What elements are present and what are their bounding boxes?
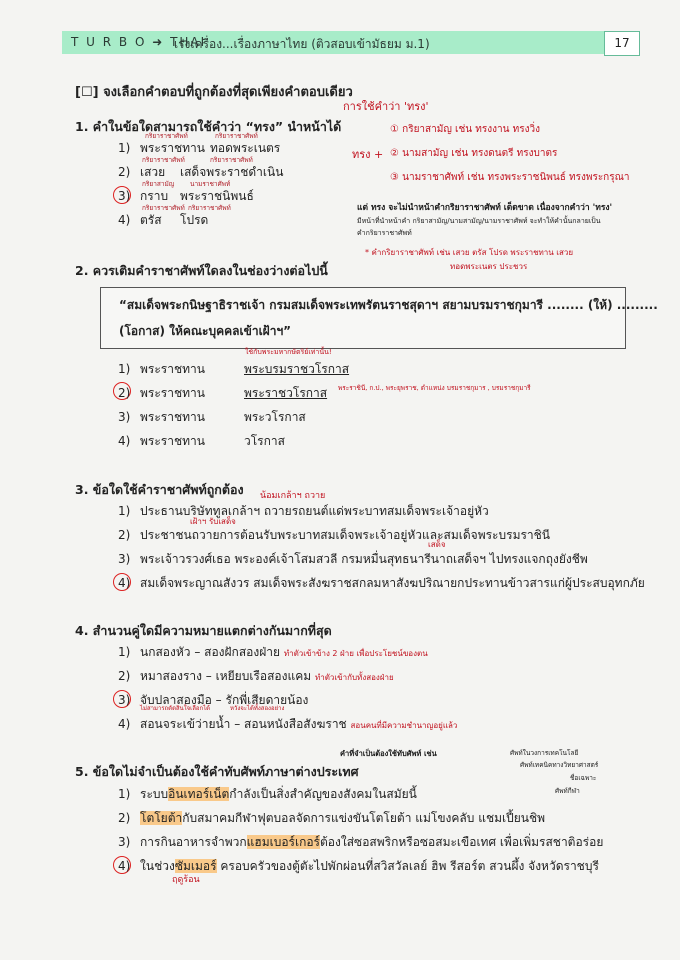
q3-option-1[interactable]: 1) ประธานบริษัททูลเกล้าฯ ถวายรถยนต์แด่พระบาทสมเด็จพระเจ้าอยู่หัว (118, 504, 489, 518)
handwritten-note: ② นามสามัญ เช่น ทรงดนตรี ทรงบาตร (390, 148, 558, 159)
handwritten-note: แต่ ทรง จะไม่นำหน้าคำกริยาราชาศัพท์ เด็ดขาด เนื่องจากคำว่า 'ทรง' (357, 203, 613, 213)
q1-option-2[interactable]: 2) เสวย เสด็จพระราชดำเนิน (118, 165, 284, 179)
q2-option-1[interactable]: 1) พระราชทาน พระบรมราชวโรกาส (118, 362, 350, 376)
handwritten-note: ③ นามราชาศัพท์ เช่น ทรงพระราชนิพนธ์ ทรงพระกรุณา (390, 172, 630, 183)
q1-note: กริยาราชาศัพท์ (145, 132, 188, 140)
q5-option-4[interactable]: 4) ในช่วงซัมเมอร์ ครอบครัวของตู้ตัะไปพักผ่อนที่สวิสวัลเลย์ ฮิพ รีสอร์ต สวนผึ้ง จังหวัดราชบุรี (118, 859, 599, 873)
handwritten-note: ไม่สามารถตัดสินใจเลือกได้ (140, 705, 211, 712)
q1-option-1[interactable]: 1) พระราชทาน ทอดพระเนตร (118, 141, 281, 155)
quote-box (100, 287, 658, 349)
handwritten-note: พระราชินี, ก.ป., พระยุพราช, ตำแหน่ง บรมราชกุมาร , บรมราชกุมารี (338, 384, 531, 392)
q1-note: กริยาราชาศัพท์ (142, 156, 185, 164)
handwritten-note: มีหน้าที่นำหน้าคำ กริยาสามัญ/นามสามัญ/นามราชาศัพท์ จะทำให้คำนั้นกลายเป็น (357, 217, 601, 225)
handwritten-note: การใช้คำว่า 'ทรง' (343, 100, 429, 113)
page-header (62, 31, 640, 54)
handwritten-note: ทอดพระเนตร ประชวร (450, 262, 528, 271)
question-5: 5. ข้อใดไม่จำเป็นต้องใช้คำทับศัพท์ภาษาต่างประเทศ (75, 764, 359, 779)
handwritten-note: เสด็จ (428, 540, 446, 549)
q1-option-4[interactable]: 4) ตรัส โปรด (118, 213, 209, 227)
handwritten-note: คำที่จำเป็นต้องใช้ทับศัพท์ เช่น (340, 749, 437, 758)
q2-option-3[interactable]: 3) พระราชทาน พระวโรกาส (118, 410, 306, 424)
handwritten-note: ทรง + (352, 148, 384, 161)
handwritten-note: ชื่อเฉพาะ (570, 774, 597, 782)
handwritten-note: ศัพท์ในวงการเทคโนโลยี (510, 749, 579, 757)
q1-note: กริยาราชาศัพท์ (210, 156, 253, 164)
handwritten-note: ใช้กับพระมหากษัตริย์เท่านั้น! (245, 348, 332, 356)
q1-option-3[interactable]: 3) กราบ พระราชนิพนธ์ (118, 189, 254, 203)
handwritten-note: น้อมเกล้าฯ ถวาย (260, 491, 326, 501)
question-4: 4. สำนวนคู่ใดมีความหมายแตกต่างกันมากที่สุด (75, 623, 332, 638)
q1-note: กริยาราชาศัพท์ (142, 204, 185, 212)
instruction: [☐] จงเลือกคำตอบที่ถูกต้องที่สุดเพียงคำตอบเดียว (75, 85, 353, 100)
handwritten-note: คำกริยาราชาศัพท์ (357, 229, 412, 237)
q3-option-2[interactable]: 2) ประชาชนถวายการต้อนรับพระบาทสมเด็จพระเจ้าอยู่หัวและสมเด็จพระบรมราชินี (118, 528, 551, 542)
handwritten-note: เฝ้าฯ รับเสด็จ (190, 517, 236, 526)
q5-option-2[interactable]: 2) โตโยต้ากับสมาคมกีฬาฟุตบอลจัดการแข่งขันโตโยต้า แม่โขงคลับ แชมเปี้ยนชิพ (118, 811, 546, 825)
q1-note: กริยาราชาศัพท์ (188, 204, 231, 212)
q5-option-3[interactable]: 3) การกินอาหารจำพวกแฮมเบอร์เกอร์ต้องใส่ซอสพริกหรือซอสมะเขือเทศ เพื่อเพิ่มรสชาติอร่อย (118, 835, 604, 849)
quote-line-2: (โอกาส) ให้คณะบุคคลเข้าเฝ้าฯ” (119, 324, 292, 338)
handwritten-note: ฤดูร้อน (172, 875, 200, 885)
handwritten-note: หวังจะได้ทั้งสองอย่าง (230, 705, 285, 712)
q4-option-2[interactable]: 2) หมาสองราง – เหยียบเรือสองแคม ทำตัวเข้ากับทั้งสองฝ่าย (118, 669, 394, 683)
q4-option-3[interactable]: 3) จับปลาสองมือ – รักพี่เสียดายน้อง (118, 693, 309, 707)
q1-note: กริยาราชาศัพท์ (215, 132, 258, 140)
page-number: 17 (604, 31, 640, 56)
q3-option-3[interactable]: 3) พระเจ้าวรวงศ์เธอ พระองค์เจ้าโสมสวลี กรมหมื่นสุทธนารีนาถเสด็จฯ ไปทรงแจกถุงยังชีพ (118, 552, 588, 566)
handwritten-note: ศัพท์เทคนิคทางวิทยาศาสตร์ (520, 761, 599, 769)
q5-option-1[interactable]: 1) ระบบอินเทอร์เน็ตกำลังเป็นสิ่งสำคัญของสังคมในสมัยนี้ (118, 787, 417, 801)
question-1: 1. คำในข้อใดสามารถใช้คำว่า “ทรง” นำหน้าได้ (75, 119, 342, 134)
q2-option-2[interactable]: 2) พระราชทาน พระราชวโรกาส (118, 386, 328, 400)
handwritten-note: ① กริยาสามัญ เช่น ทรงงาน ทรงวิ่ง (390, 124, 540, 135)
q1-note: กริยาสามัญ (142, 180, 175, 188)
quote-line-1: “สมเด็จพระกนิษฐาธิราชเจ้า กรมสมเด็จพระเทพรัตนราชสุดาฯ สยามบรมราชกุมารี ........ (ให้) ......... (119, 298, 658, 312)
question-3: 3. ข้อใดใช้คำราชาศัพท์ถูกต้อง (75, 482, 244, 497)
q1-note: นามราชาศัพท์ (190, 180, 231, 188)
handwritten-note: * คำกริยาราชาศัพท์ เช่น เสวย ตรัส โปรด พระราชทาน เสวย (365, 248, 574, 257)
q4-option-1[interactable]: 1) นกสองหัว – สองฝักสองฝ่าย ทำตัวเข้าข้าง 2 ฝ่าย เพื่อประโยชน์ของตน (118, 645, 428, 659)
q3-option-4[interactable]: 4) สมเด็จพระญาณสังวร สมเด็จพระสังฆราชสกลมหาสังฆปริณายกประทานข้าวสารแก่ผู้ประสบอุทกภัย (118, 576, 645, 590)
brand-logo: T U R B O ➜ THAI (71, 35, 207, 49)
handwritten-note: ศัพท์กีฬา (555, 787, 580, 795)
question-2: 2. ควรเติมคำราชาศัพท์ใดลงในช่องว่างต่อไปนี้ (75, 263, 328, 278)
q4-option-4[interactable]: 4) สอนจระเข้ว่ายน้ำ – สอนหนังสือสังฆราช สอนคนที่มีความชำนาญอยู่แล้ว (118, 717, 458, 731)
header-title: เร่งเครื่อง...เรื่องภาษาไทย (ติวสอบเข้ามัธยม ม.1) (174, 37, 430, 51)
q2-option-4[interactable]: 4) พระราชทาน วโรกาส (118, 434, 285, 448)
